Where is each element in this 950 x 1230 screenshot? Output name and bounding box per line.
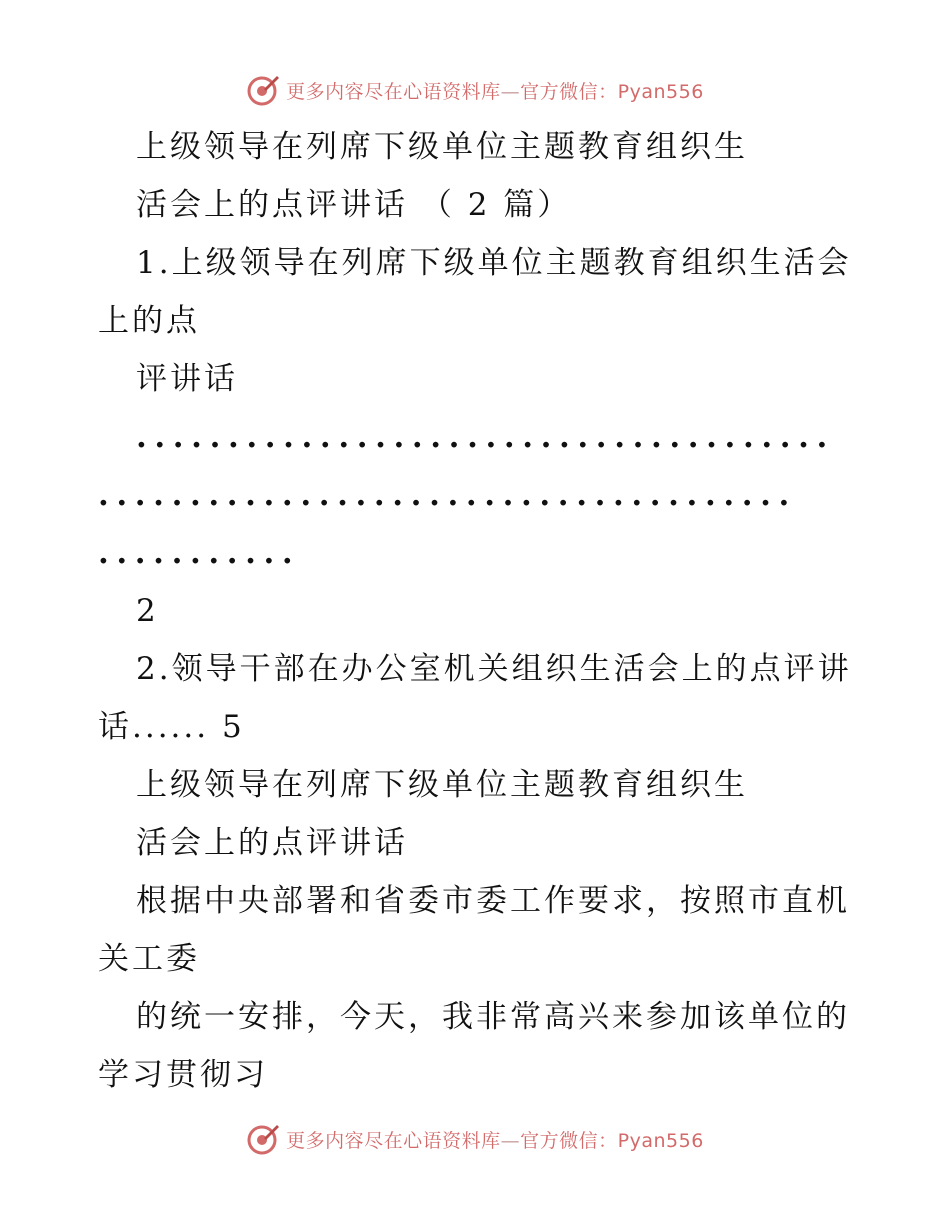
article-title-line-1: 上级领导在列席下级单位主题教育组织生	[136, 767, 748, 803]
toc-entry-1-page: 2	[136, 593, 159, 629]
paragraph-line-3: 的统一安排，今天，我非常高兴来参加该单位的	[136, 999, 850, 1035]
footer-banner	[0, 1119, 950, 1159]
paragraph-line-4: 学习贯彻习	[98, 1057, 268, 1093]
paragraph-line-2: 关工委	[98, 941, 200, 977]
banner-text: 更多内容尽在心语资料库—官方微信：Pyan556	[286, 80, 704, 103]
toc-entry-2-line-2: 话...... 5	[98, 709, 245, 745]
header-banner	[0, 70, 950, 110]
toc-entry-1-line-1: 1.上级领导在列席下级单位主题教育组织生活会	[136, 245, 852, 281]
toc-entry-2-line-1: 2.领导干部在办公室机关组织生活会上的点评讲	[136, 651, 852, 687]
pen-logo-icon	[246, 73, 280, 107]
toc-title-line-1: 上级领导在列席下级单位主题教育组织生	[136, 129, 748, 165]
article-title-line-2: 活会上的点评讲话	[136, 825, 408, 861]
paragraph-line-1: 根据中央部署和省委市委工作要求，按照市直机	[136, 883, 850, 919]
toc-leader-dots-2: ......................................	[98, 477, 797, 513]
toc-entry-1-line-2: 上的点	[98, 303, 200, 339]
pen-logo-icon	[246, 1122, 280, 1156]
document-body	[98, 118, 858, 1104]
banner-text: 更多内容尽在心语资料库—官方微信：Pyan556	[286, 1129, 704, 1152]
toc-leader-dots-1: ......................................	[136, 419, 835, 455]
toc-title-line-2: 活会上的点评讲话 （ 2 篇）	[136, 187, 572, 223]
toc-leader-dots-3: ...........	[98, 535, 301, 571]
toc-entry-1-line-3: 评讲话	[136, 361, 238, 397]
